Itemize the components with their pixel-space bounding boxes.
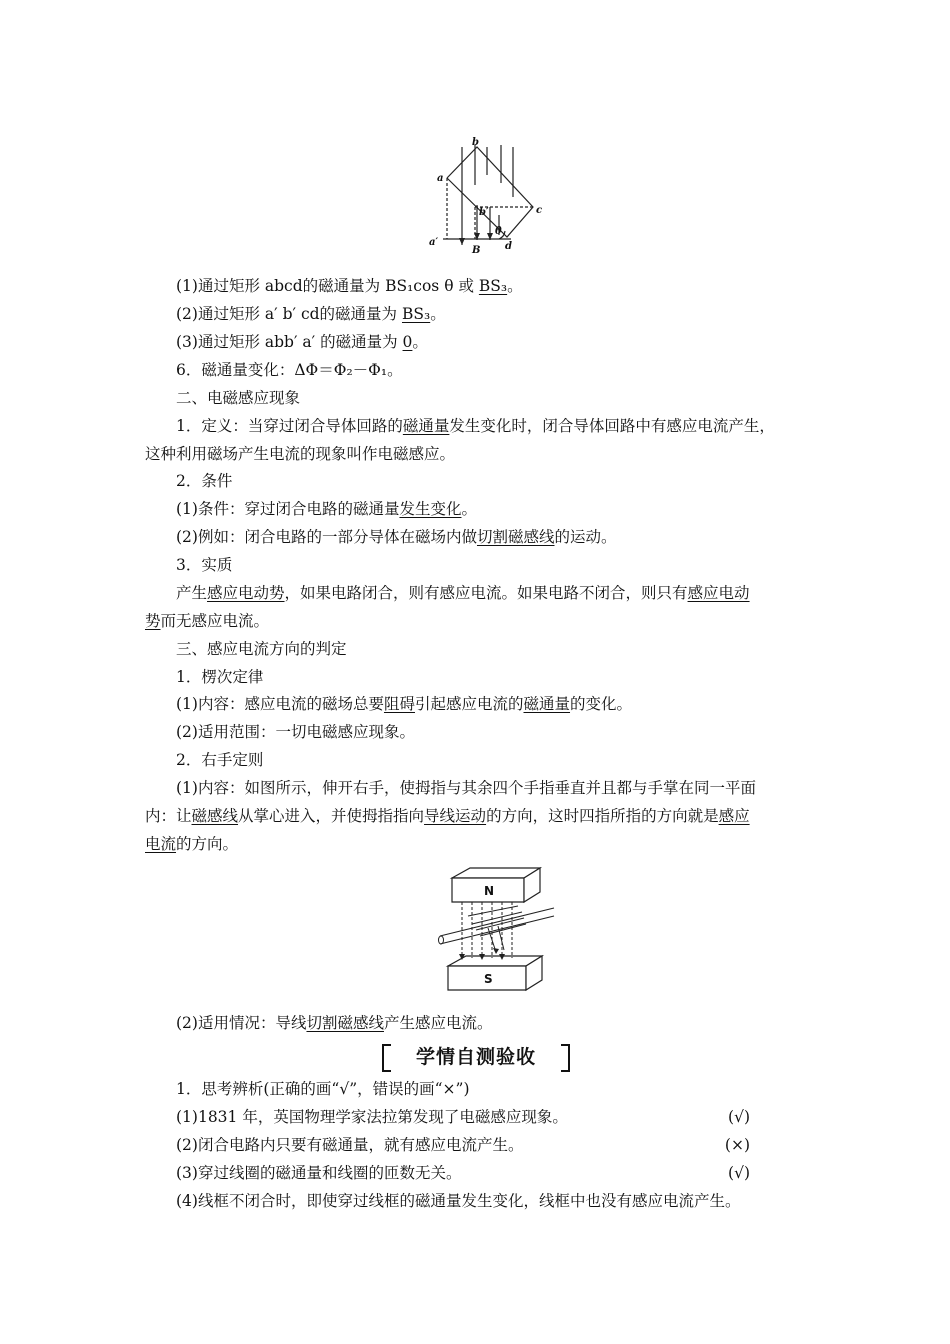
text-line: (1)内容：感应电流的磁场总要阻碍引起感应电流的磁通量的变化。 [176, 695, 633, 713]
text-line: 2．条件 [176, 472, 233, 490]
label-a: a [437, 173, 444, 184]
text-line: (2)适用情况：导线切割磁感线产生感应电流。 [176, 1014, 493, 1032]
text-line: 1．楞次定律 [176, 668, 264, 686]
text-line: 产生感应电动势，如果电路闭合，则有感应电流。如果电路不闭合，则只有感应电动 [176, 584, 750, 602]
text-line: 电流的方向。 [145, 835, 239, 853]
quiz-title: 1．思考辨析(正确的画“√”，错误的画“×”) [176, 1080, 470, 1098]
section-banner [376, 1042, 576, 1072]
quiz-item: (4)线框不闭合时，即使穿过线框的磁通量发生变化，线框中也没有感应电流产生。 [176, 1192, 741, 1210]
label-N: N [484, 884, 495, 898]
label-b-prime: b′ [479, 207, 489, 218]
text-line: 3．实质 [176, 556, 233, 574]
text-line: (2)例如：闭合电路的一部分导体在磁场内做切割磁感线的运动。 [176, 528, 617, 546]
label-B: B [472, 245, 481, 256]
banner-title: 学情自测验收 [415, 1046, 536, 1068]
section-heading: 二、电磁感应现象 [176, 389, 301, 407]
bracket-right [561, 1044, 570, 1072]
text-line: 内：让磁感线从掌心进入，并使拇指指向导线运动的方向，这时四指所指的方向就是感应 [145, 807, 750, 825]
quiz-item: (2)闭合电路内只要有磁通量，就有感应电流产生。 [176, 1136, 524, 1154]
text-line: 这种利用磁场产生电流的现象叫作电磁感应。 [145, 445, 456, 463]
magnet-conductor-figure [438, 866, 556, 996]
label-c: c [536, 205, 543, 216]
text-line: 1．定义：当穿过闭合导体回路的磁通量发生变化时，闭合导体回路中有感应电流产生， [176, 417, 775, 435]
quiz-item: (1)1831 年，英国物理学家法拉第发现了电磁感应现象。 [176, 1108, 568, 1126]
quiz-mark: (√) [728, 1108, 750, 1126]
text-line: 6．磁通量变化：ΔΦ＝Φ₂－Φ₁。 [176, 361, 403, 379]
text-line: (2)通过矩形 a′ b′ cd的磁通量为 BS₃。 [176, 305, 446, 323]
quiz-item: (3)穿过线圈的磁通量和线圈的匝数无关。 [176, 1164, 462, 1182]
text-line: (1)通过矩形 abcd的磁通量为 BS₁cos θ 或 BS₃。 [176, 277, 523, 295]
quiz-mark: (×) [724, 1136, 750, 1154]
text-line: (1)条件：穿过闭合电路的磁通量发生变化。 [176, 500, 477, 518]
quiz-mark: (√) [728, 1164, 750, 1182]
label-S: S [484, 972, 493, 986]
text-line: 2．右手定则 [176, 751, 264, 769]
text-line: (3)通过矩形 abb′ a′ 的磁通量为 0。 [176, 333, 428, 351]
label-b: b [472, 137, 479, 148]
text-line: 势而无感应电流。 [145, 612, 270, 630]
flux-rectangle-figure [425, 135, 555, 257]
text-line: (2)适用范围：一切电磁感应现象。 [176, 723, 415, 741]
section-heading: 三、感应电流方向的判定 [176, 640, 347, 658]
text-line: (1)内容：如图所示，伸开右手，使拇指与其余四个手指垂直并且都与手掌在同一平面 [176, 779, 756, 797]
label-a-prime: a′ [429, 237, 439, 248]
label-theta: θ [495, 226, 502, 237]
label-d: d [505, 241, 512, 252]
